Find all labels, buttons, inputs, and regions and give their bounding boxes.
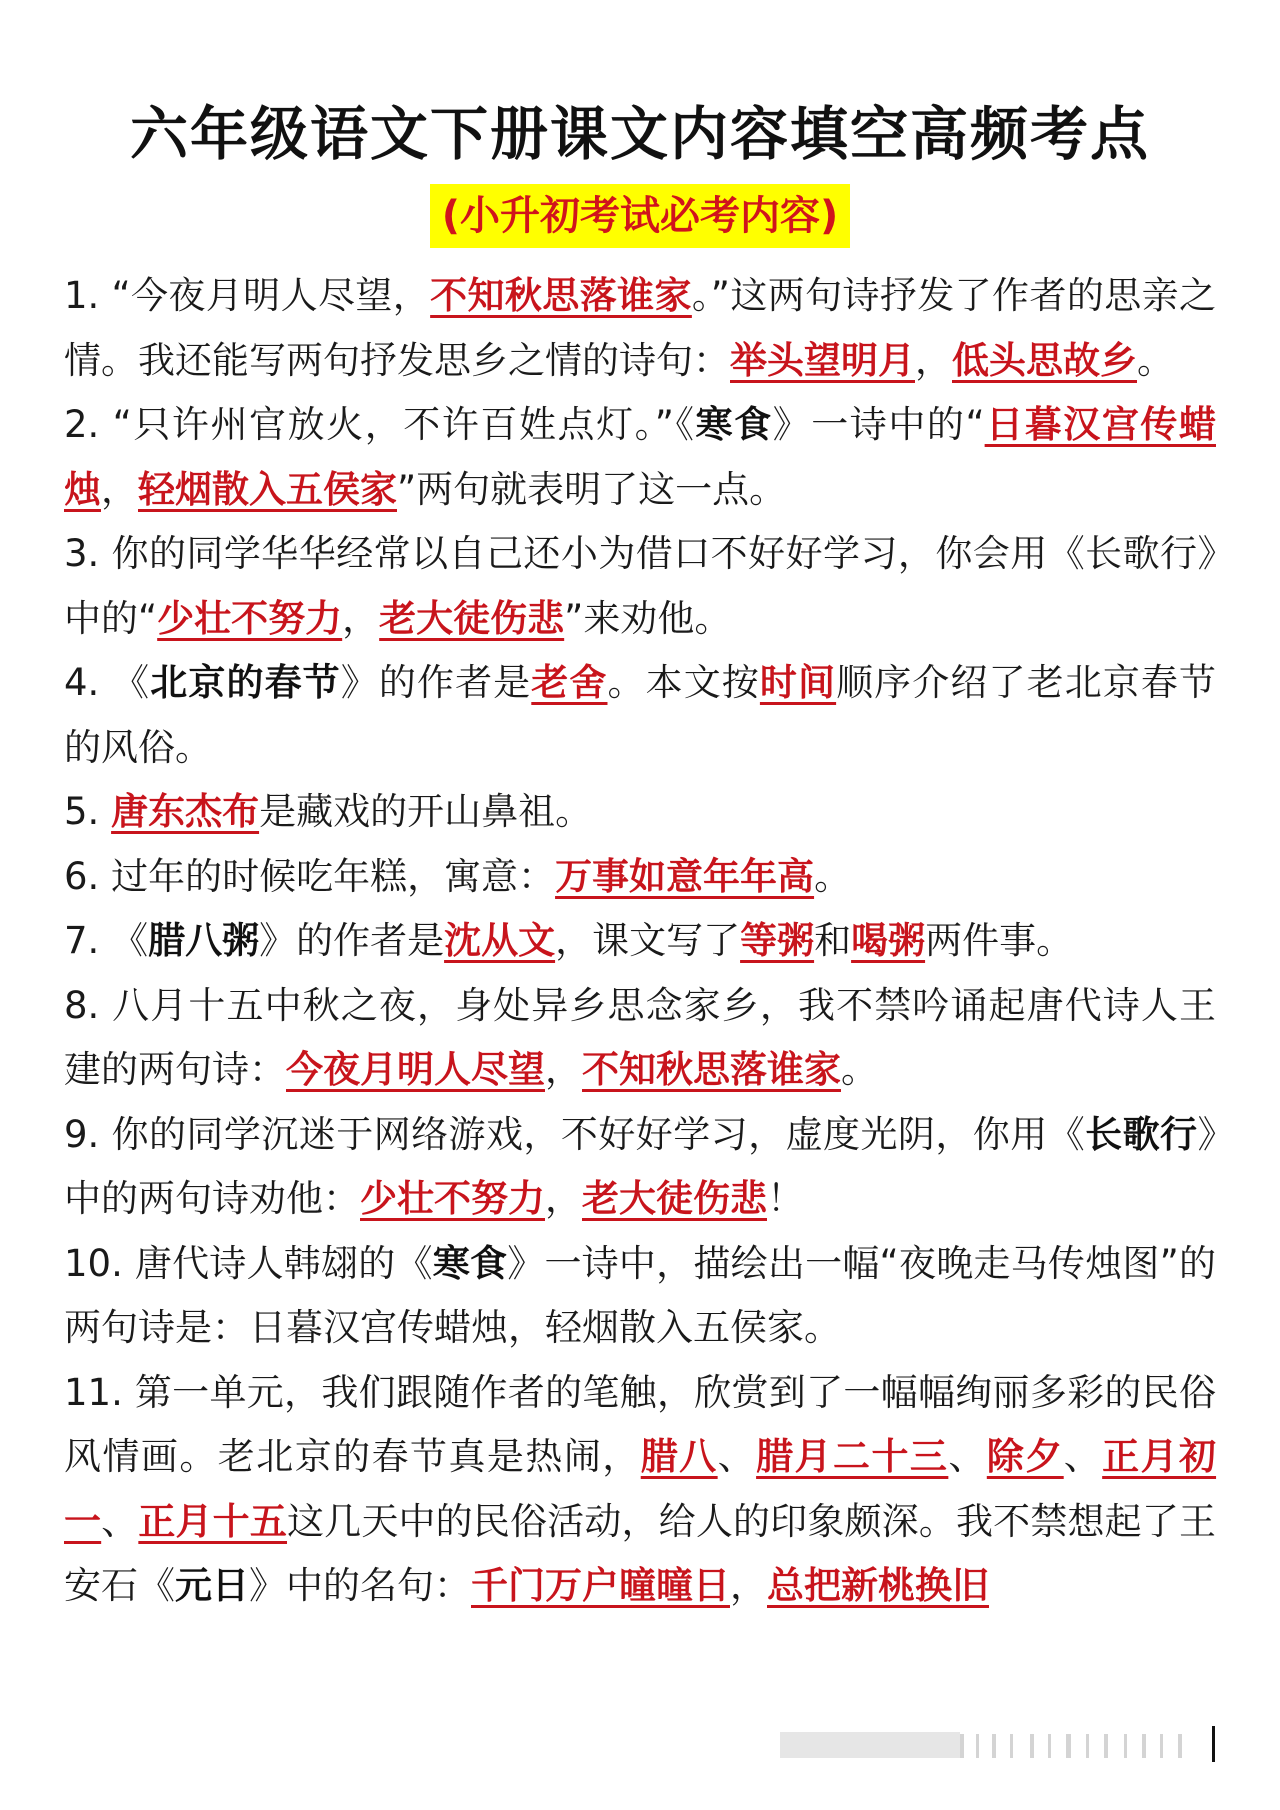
question-text: 6. 过年的时候吃年糕，寓意： (64, 854, 556, 898)
answer-text: 低头思故乡 (952, 338, 1137, 382)
question-text: ！ (767, 1177, 804, 1220)
answer-text: 除夕 (986, 1435, 1064, 1478)
question-text: 11. 第一单元，我们跟随作者的笔触，欣赏到了一幅幅绚丽多彩的民俗风情画。老北京的春节真是热闹， (64, 1370, 1216, 1478)
question-text: 。 (814, 854, 852, 898)
question-item (64, 1103, 1216, 1232)
question-text: 2. “只许州官放火，不许百姓点灯。”《 (64, 403, 696, 446)
answer-text: 沈从文 (444, 919, 556, 962)
question-text: 、 (948, 1435, 987, 1478)
question-text: 》一诗中，描绘出一幅“夜晚走马传烛图”的两句诗是：日暮汉宫传蜡烛，轻烟散入五侯家。 (64, 1241, 1217, 1349)
question-text: ， (545, 1177, 582, 1220)
question-text: 是藏戏的开山鼻祖。 (259, 790, 593, 833)
question-item (64, 845, 1216, 910)
answer-text: 腊月二十三 (756, 1435, 949, 1478)
answer-text: 老大徒伤悲 (379, 596, 565, 640)
question-text: ， (101, 467, 138, 511)
question-text: ”两句就表明了这一点。 (397, 467, 787, 511)
subtitle-container (64, 184, 1216, 250)
question-text: 》中的名句： (249, 1564, 471, 1607)
answer-text: 今夜月明人尽望 (286, 1048, 545, 1091)
question-item (64, 393, 1216, 522)
question-text: 。”这两句诗抒发了作者的思亲之情。我还能写两句抒发思乡之情的诗句： (64, 274, 1217, 382)
question-text: 、 (101, 1499, 139, 1543)
question-text: 》一诗中的“ (772, 403, 985, 446)
answer-text: 喝粥 (851, 919, 926, 962)
question-text: ， (545, 1048, 582, 1091)
question-item (64, 974, 1216, 1103)
question-item (64, 1232, 1216, 1361)
question-text: 1. “今夜月明人尽望， (64, 274, 431, 317)
answer-text: 时间 (759, 661, 837, 704)
answer-text: 唐东杰布 (111, 790, 260, 833)
answer-text: 正月初一 (64, 1435, 1217, 1543)
answer-text: 老大徒伤悲 (582, 1177, 767, 1220)
question-text: 这几天中的民俗活动，给人的印象颇深。我不禁想起了王安石《 (64, 1499, 1217, 1607)
question-text: ”来劝他。 (564, 596, 732, 640)
answer-text: 正月十五 (138, 1499, 288, 1543)
answer-text: 不知秋思落谁家 (430, 274, 692, 317)
answer-text: 轻烟散入五侯家 (138, 467, 397, 511)
answer-text: 总把新桃换旧 (767, 1564, 989, 1607)
document-title: 六年级语文下册课文内容填空高频考点 (129, 100, 1150, 168)
question-text: 4. 《 (64, 661, 151, 704)
question-item (64, 909, 1216, 974)
answer-text: 举头望明月 (730, 338, 915, 382)
question-text: 顺序介绍了老北京春节的风俗。 (64, 661, 1217, 769)
question-text: 、 (1063, 1435, 1103, 1478)
question-text: 10. 唐代诗人韩翃的《 (64, 1241, 433, 1285)
question-text: ， (915, 338, 952, 382)
book-title-text: 寒食 (695, 403, 773, 446)
question-text: 》中的两句诗劝他： (64, 1112, 1217, 1220)
question-text: 》的作者是 (259, 919, 445, 962)
answer-text: 万事如意年年高 (555, 854, 815, 898)
question-text: 8. 八月十五中秋之夜，身处异乡思念家乡，我不禁吟诵起唐代诗人王建的两句诗： (64, 983, 1216, 1091)
book-title-text: 元日 (175, 1564, 249, 1607)
answer-text: 日暮汉宫传蜡烛 (64, 403, 1216, 511)
question-text: 5. (64, 790, 112, 833)
answer-text: 等粥 (740, 919, 815, 962)
question-text: 。本文按 (607, 661, 760, 704)
question-item (64, 264, 1216, 393)
question-text: 》的作者是 (340, 661, 532, 704)
answer-text: 少壮不努力 (157, 596, 343, 640)
question-text: ， (342, 596, 380, 640)
answer-text: 少壮不努力 (360, 1177, 545, 1220)
decorative-scan-lines (780, 1722, 1220, 1766)
answer-text: 千门万户曈曈日 (471, 1564, 730, 1607)
question-item (64, 1361, 1216, 1619)
answer-text: 不知秋思落谁家 (582, 1048, 841, 1091)
document-subtitle: (小升初考试必考内容) (430, 184, 851, 248)
answer-text: 腊八 (640, 1435, 718, 1478)
question-text: 、 (717, 1435, 757, 1478)
book-title-text: 长歌行 (1085, 1112, 1198, 1156)
question-list (64, 264, 1216, 1619)
book-title-text: 腊八粥 (148, 919, 260, 962)
question-text: 9. 你的同学沉迷于网络游戏，不好好学习，虚度光阴，你用《 (64, 1112, 1086, 1156)
question-item (64, 780, 1216, 845)
question-text: 和 (814, 919, 852, 962)
question-text: 。 (841, 1048, 878, 1091)
question-item (64, 522, 1216, 651)
answer-text: 老舍 (531, 661, 608, 704)
question-item (64, 651, 1216, 780)
book-title-text: 北京的春节 (150, 661, 341, 704)
question-text: 3. 你的同学华华经常以自己还小为借口不好好学习，你会用《长歌行》中的“ (64, 532, 1216, 640)
question-text: 7. 《 (64, 919, 149, 962)
question-text: ，课文写了 (555, 919, 741, 962)
question-text: 两件事。 (925, 919, 1074, 962)
question-text: ， (730, 1564, 767, 1607)
book-title-text: 寒食 (432, 1241, 508, 1285)
question-text: 。 (1137, 338, 1174, 382)
